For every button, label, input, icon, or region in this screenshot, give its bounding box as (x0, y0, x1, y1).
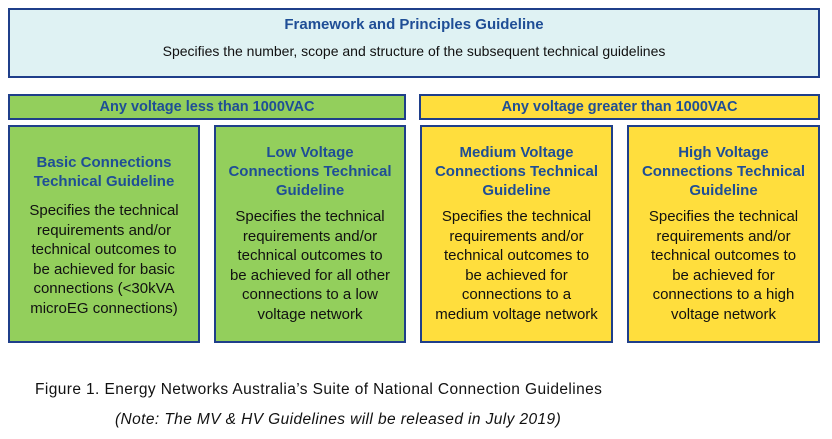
medium-voltage-card (420, 125, 613, 343)
card-description: Specifies the technical requirements and/or technical outcomes to be achieved for connections to a high voltage network (648, 208, 799, 323)
card-title: Medium Voltage Connections Technical Guideline (434, 144, 599, 199)
high-voltage-card (627, 125, 820, 343)
figure-note: (Note: The MV & HV Guidelines will be released in July 2019) (115, 411, 562, 428)
framework-title: Framework and Principles Guideline (284, 16, 544, 33)
card-title: Basic Connections Technical Guideline (33, 154, 175, 190)
card-title: Low Voltage Connections Technical Guideline (228, 144, 392, 199)
high-voltage-banner: Any voltage greater than 1000VAC (419, 94, 820, 120)
card-description: Specifies the technical requirements and/or technical outcomes to be achieved for all other connections to a low voltage network (229, 208, 391, 323)
card-title: High Voltage Connections Technical Guideline (641, 144, 806, 199)
figure-caption: Figure 1. Energy Networks Australia’s Suite of National Connection Guidelines (35, 381, 603, 398)
card-description: Specifies the technical requirements and/or technical outcomes to be achieved for connections to a medium voltage network (435, 208, 598, 323)
framework-description: Specifies the number, scope and structure of the subsequent technical guidelines (162, 43, 666, 59)
card-description: Specifies the technical requirements and/or technical outcomes to be achieved for basic connections (<30kVA microEG connections) (29, 202, 179, 317)
framework-box (8, 8, 820, 78)
basic-connections-card (8, 125, 200, 343)
low-voltage-card (214, 125, 406, 343)
low-voltage-banner: Any voltage less than 1000VAC (8, 94, 406, 120)
